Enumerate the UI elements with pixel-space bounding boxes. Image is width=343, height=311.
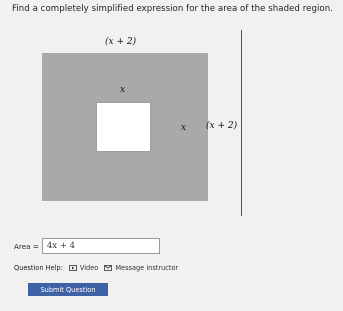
message-icon bbox=[104, 265, 112, 271]
inner-right-label: x bbox=[181, 123, 187, 133]
outer-right-label: (x + 2) bbox=[206, 121, 238, 131]
question-prompt: Find a completely simplified expression for the area of the shaded region. bbox=[12, 4, 333, 14]
outer-top-label: (x + 2) bbox=[105, 37, 137, 47]
message-instructor-label: Message instructor bbox=[115, 264, 179, 272]
video-icon bbox=[69, 265, 77, 271]
question-help bbox=[14, 264, 184, 272]
area-answer-field[interactable]: 4x + 4 bbox=[42, 238, 160, 254]
area-label: Area = bbox=[14, 241, 39, 251]
question-help-label: Question Help: bbox=[14, 264, 63, 272]
inner-top-label: x bbox=[120, 85, 126, 95]
submit-question-button[interactable]: Submit Question bbox=[28, 283, 108, 296]
unshaded-inner-square bbox=[96, 102, 151, 152]
vertical-divider bbox=[241, 30, 242, 216]
video-link-label: Video bbox=[79, 264, 99, 272]
video-link[interactable] bbox=[69, 264, 98, 272]
message-instructor-link[interactable] bbox=[104, 264, 178, 272]
answer-row bbox=[14, 238, 160, 254]
